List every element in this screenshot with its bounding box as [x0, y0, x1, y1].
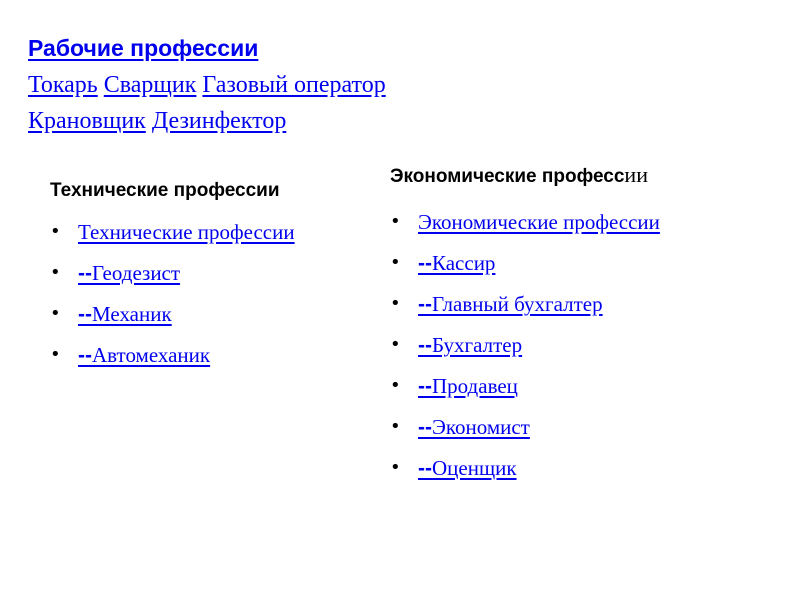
accountant-link[interactable]: --Бухгалтер [418, 333, 523, 357]
link-disinfector[interactable]: Дезинфектор [151, 108, 287, 134]
bullet-icon: • [390, 334, 401, 355]
link-turner[interactable]: Токарь [28, 72, 98, 98]
mechanic-link[interactable]: --Механик [78, 302, 172, 326]
bullet-icon: • [390, 211, 401, 232]
list-item [50, 294, 295, 335]
bullet-icon: • [50, 303, 61, 324]
technical-professions-column [50, 178, 295, 376]
cashier-link[interactable]: --Кассир [418, 251, 496, 275]
technical-professions-list [50, 212, 295, 376]
list-item [390, 366, 660, 407]
list-item [390, 243, 660, 284]
working-professions-block [28, 30, 392, 139]
economic-professions-column [390, 162, 660, 489]
bullet-icon: • [390, 416, 401, 437]
list-item [390, 407, 660, 448]
auto-mechanic-link[interactable]: --Автомеханик [78, 343, 211, 367]
list-item [390, 325, 660, 366]
appraiser-link[interactable]: --Оценщик [418, 456, 517, 480]
bullet-icon: • [50, 344, 61, 365]
technical-professions-link[interactable]: Технические профессии [78, 220, 295, 244]
list-item [50, 253, 295, 294]
bullet-icon: • [390, 457, 401, 478]
list-item [50, 212, 295, 253]
list-item [390, 448, 660, 489]
link-gas-operator[interactable]: Газовый оператор [202, 72, 386, 98]
economist-link[interactable]: --Экономист [418, 415, 530, 439]
bullet-icon: • [50, 221, 61, 242]
bullet-icon: • [390, 252, 401, 273]
bullet-icon: • [390, 293, 401, 314]
geodesist-link[interactable]: --Геодезист [78, 261, 181, 285]
economic-professions-list [390, 202, 660, 489]
list-item [50, 335, 295, 376]
economic-professions-heading: Экономические профессии [390, 162, 648, 187]
economic-professions-link[interactable]: Экономические профессии [418, 210, 660, 234]
working-professions-link[interactable]: Рабочие профессии [28, 35, 259, 61]
technical-professions-heading: Технические профессии [50, 180, 280, 201]
chief-accountant-link[interactable]: --Главный бухгалтер [418, 292, 603, 316]
seller-link[interactable]: --Продавец [418, 374, 518, 398]
list-item [390, 202, 660, 243]
link-welder[interactable]: Сварщик [103, 72, 197, 98]
list-item [390, 284, 660, 325]
bullet-icon: • [50, 262, 61, 283]
link-crane-operator[interactable]: Крановщик [28, 108, 146, 134]
bullet-icon: • [390, 375, 401, 396]
